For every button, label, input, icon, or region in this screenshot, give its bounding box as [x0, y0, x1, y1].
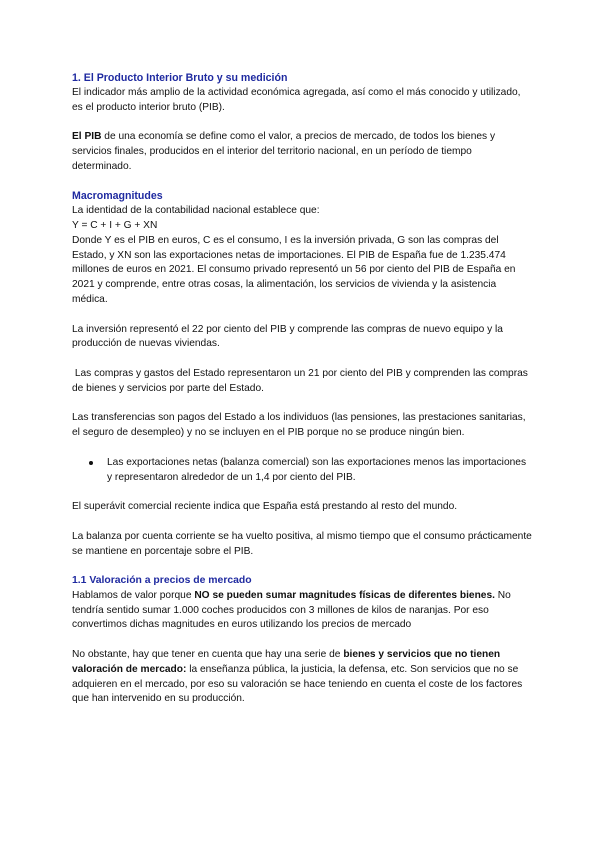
pib-definition-term: El PIB	[72, 131, 102, 143]
valuation-text-c: No tendría sentido sumar 1.000 coches producidos con 3 millones de kilos de naranjas. Por eso convertimos dichas magnitudes en euros utilizando los precios de mercado	[72, 589, 511, 631]
components-paragraph: Donde Y es el PIB en euros, C es el consumo, I es la inversión privada, G son las compras del Estado, y XN son las exportaciones netas de importaciones. El PIB de España fue de 1.235.474 millones de euros en 2021. El consumo privado representó un 56 por ciento del PIB de España en 2021 y comprende, entre otras cosas, la alimentación, los servicios de vivienda y la asistencia médica.	[72, 234, 516, 305]
non-market-emphasis: bienes y servicios que no tienen valoración de mercado:	[72, 649, 501, 675]
pib-definition-paragraph	[72, 130, 532, 174]
pib-definition-text: de una economía se define como el valor, a precios de mercado, de todos los bienes y servicios finales, producidos en el interior del territorio nacional, en un período de tiempo determinado.	[72, 131, 496, 172]
document-page	[72, 71, 532, 707]
identity-formula: Y = C + I + G + XN	[72, 219, 158, 231]
intro-paragraph: El indicador más amplio de la actividad económica agregada, así como el más conocido y utilizado, es el producto interior bruto (PIB).	[72, 86, 521, 113]
identity-intro: La identidad de la contabilidad nacional establece que:	[72, 205, 320, 217]
valuation-text-a: Hablamos de valor porque	[72, 589, 195, 601]
trade-surplus-paragraph: El superávit comercial reciente indica que España está prestando al resto del mundo.	[72, 501, 458, 513]
non-market-paragraph	[72, 648, 532, 707]
section-title-pib: 1. El Producto Interior Bruto y su medición	[72, 72, 288, 84]
net-exports-list	[72, 456, 532, 486]
non-market-text-c: la enseñanza pública, la justicia, la defensa, etc. Son servicios que no se adquieren en el mercado, por eso su valoración se hace teniendo en cuenta el coste de los factores que han intervenido en su producción.	[72, 663, 523, 705]
list-item: Las exportaciones netas (balanza comercial) son las exportaciones menos las importaciones y representaron alrededor de un 1,4 por ciento del PIB.	[94, 456, 532, 486]
non-market-text-a: No obstante, hay que tener en cuenta que hay una serie de	[72, 649, 344, 661]
government-paragraph: Las compras y gastos del Estado representaron un 21 por ciento del PIB y comprenden las compras de bienes y servicios por parte del Estado.	[72, 367, 531, 394]
section-title-valoracion: 1.1 Valoración a precios de mercado	[72, 575, 252, 587]
section-title-macromagnitudes: Macromagnitudes	[72, 190, 163, 203]
investment-paragraph: La inversión representó el 22 por ciento del PIB y comprende las compras de nuevo equipo y la producción de nuevas viviendas.	[72, 323, 503, 350]
valuation-emphasis: NO se pueden sumar magnitudes físicas de diferentes bienes.	[194, 589, 495, 601]
transfers-paragraph: Las transferencias son pagos del Estado a los individuos (las pensiones, las prestaciones sanitarias, el seguro de desempleo) y no se incluyen en el PIB porque no se produce ningún bien.	[72, 412, 526, 439]
current-account-paragraph: La balanza por cuenta corriente se ha vuelto positiva, al mismo tiempo que el consumo prácticamente se mantiene en porcentaje sobre el PIB.	[72, 530, 532, 557]
valuation-paragraph	[72, 589, 532, 633]
